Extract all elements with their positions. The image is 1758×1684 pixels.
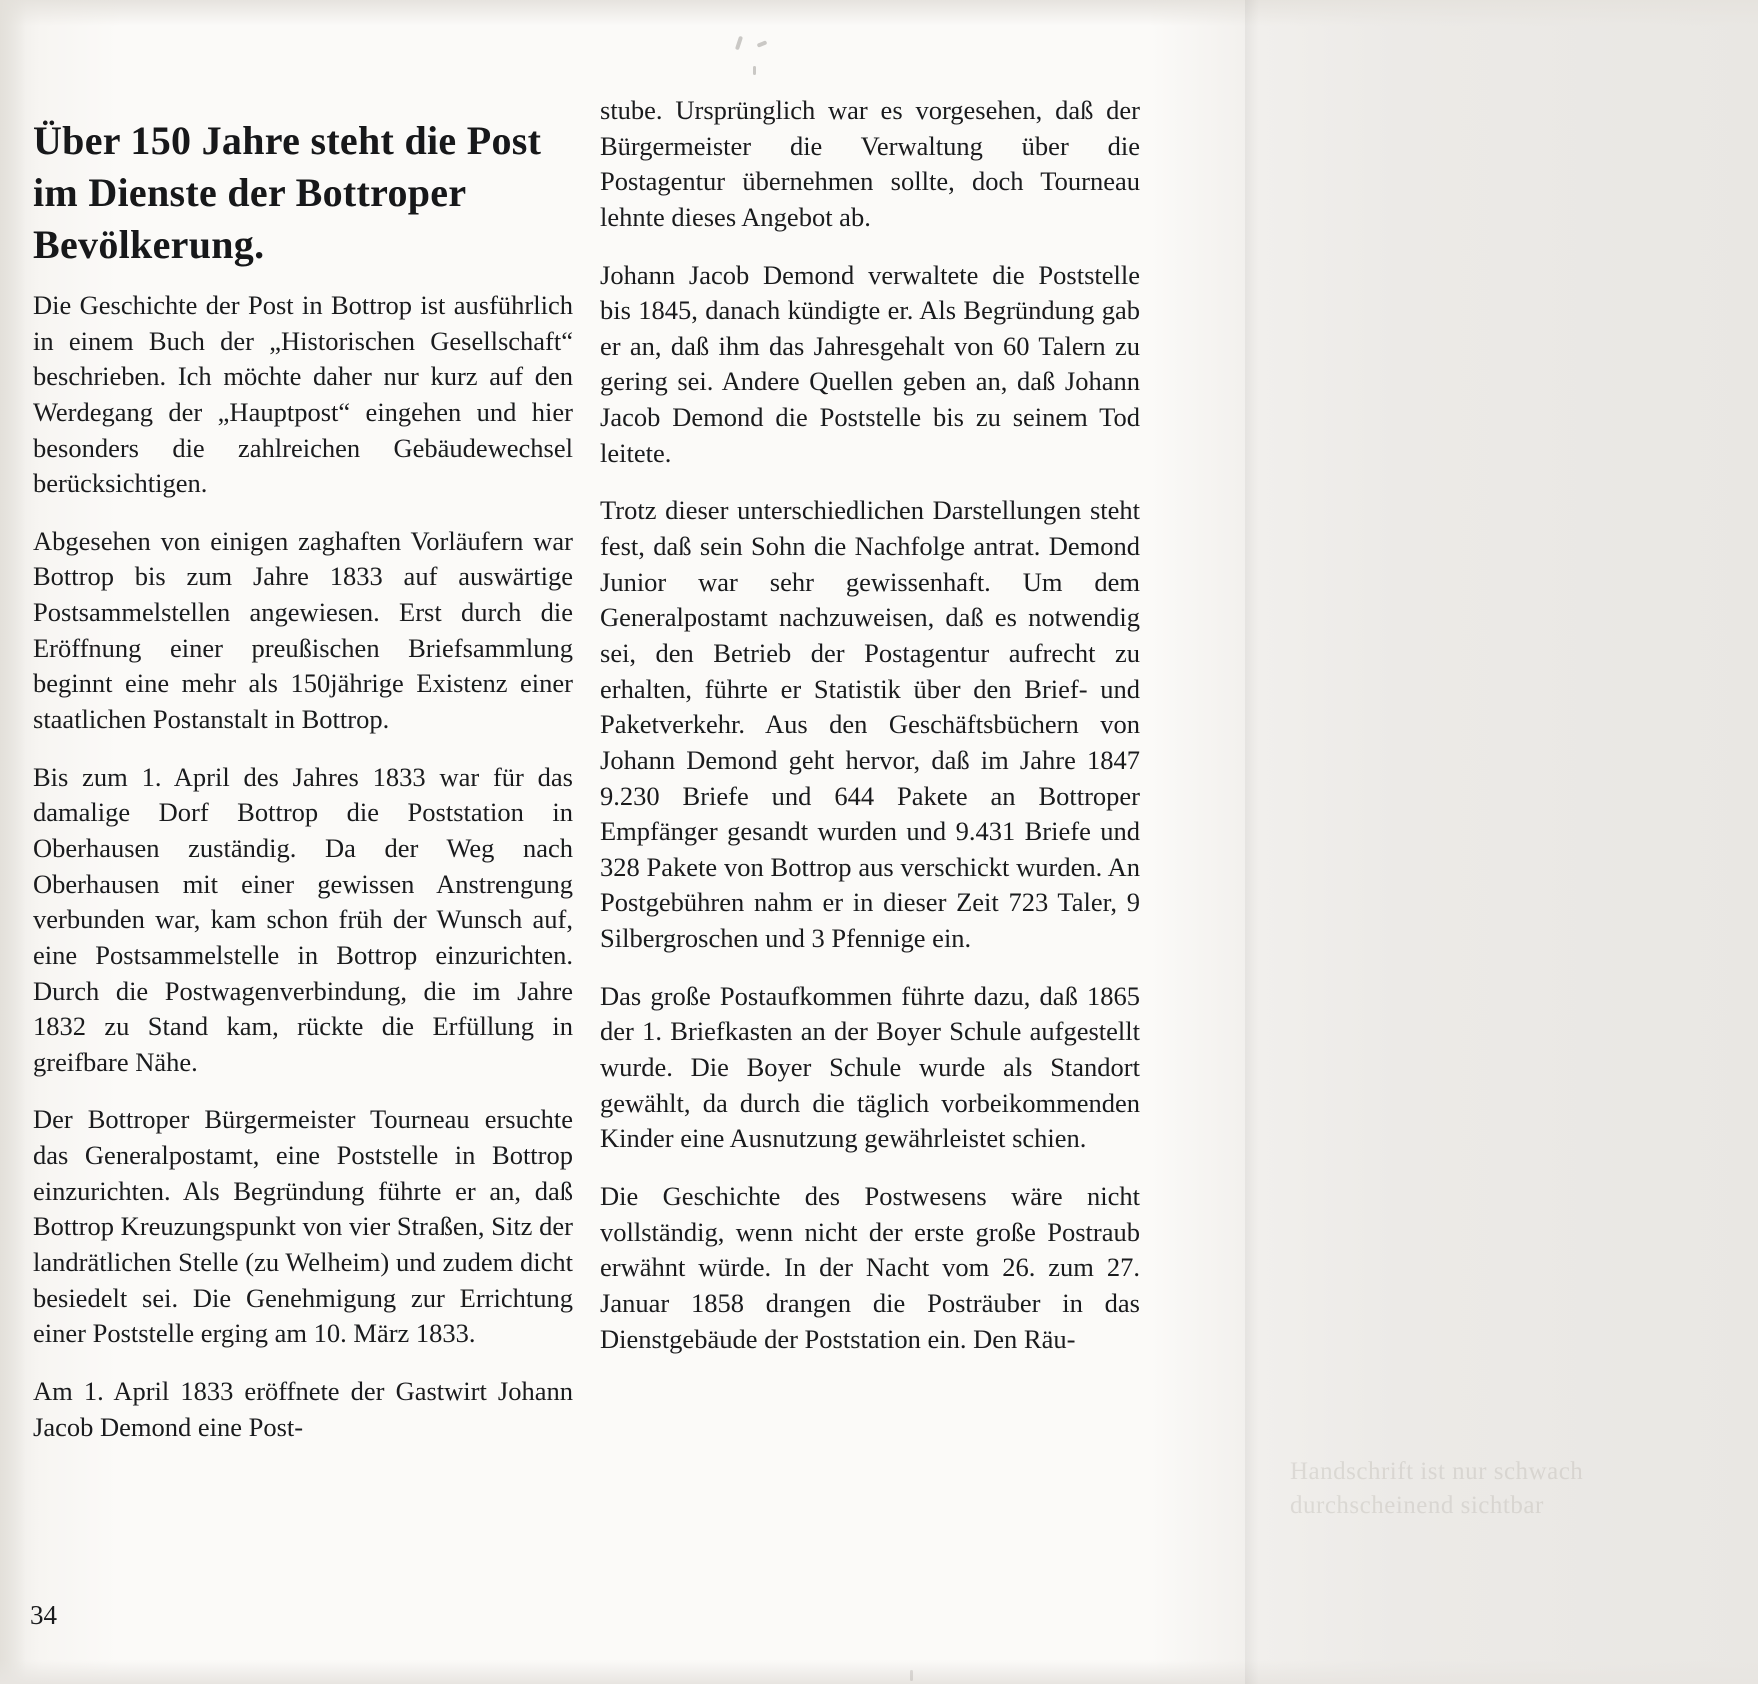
- article-headline: Über 150 Jahre steht die Post im Dienste der Bottroper Bevölkerung.: [33, 117, 542, 267]
- paper-speck: [753, 66, 756, 75]
- show-through-text: Handschrift ist nur schwach durchscheinend sichtbar: [1290, 1458, 1584, 1519]
- paragraph: Der Bottroper Bürgermeister Tourneau ersuchte das Generalpostamt, eine Poststelle in Bottrop einzurichten. Als Begründung führte er an, daß Bottrop Kreuzungspunkt von vier Straßen, Sitz der landrätlichen Stelle (zu Welheim) und zudem dicht besiedelt sei. Die Genehmigung zur Errichtung einer Poststelle erging am 10. März 1833.: [33, 1104, 573, 1349]
- paragraph: Am 1. April 1833 eröffnete der Gastwirt Johann Jacob Demond eine Post-: [33, 1375, 573, 1442]
- page-number: 34: [30, 1600, 57, 1630]
- paragraph: Abgesehen von einigen zaghaften Vorläufern war Bottrop bis zum Jahre 1833 auf auswärtige Postsammelstellen angewiesen. Erst durch die Eröffnung einer preußischen Briefsammlung beginnt eine mehr als 150jährige Existenz einer staatlichen Postanstalt in Bottrop.: [33, 525, 573, 735]
- text-column-right: [600, 93, 1140, 1357]
- paper-speck: [757, 40, 768, 47]
- paragraph: Johann Jacob Demond verwaltete die Poststelle bis 1845, danach kündigte er. Als Begründung gab er an, daß ihm das Jahresgehalt von 60 Talern zu gering sei. Andere Quellen geben an, daß Johann Jacob Demond die Poststelle bis zu seinem Tod leitete.: [600, 259, 1140, 468]
- paragraph: Die Geschichte der Post in Bottrop ist ausführlich in einem Buch der „Historischen Gesellschaft“ beschrieben. Ich möchte daher nur kurz auf den Werdegang der „Hauptpost“ eingehen und hier besonders die zahlreichen Gebäudewechsel berücksichtigen.: [33, 290, 573, 499]
- paper-speck: [910, 1670, 913, 1681]
- paragraph: Die Geschichte des Postwesens wäre nicht vollständig, wenn nicht der erste große Postraub erwähnt würde. In der Nacht vom 26. zum 27. Januar 1858 drangen die Posträuber in das Dienstgebäude der Poststation ein. Den Räu-: [600, 1180, 1140, 1354]
- paragraph: Bis zum 1. April des Jahres 1833 war für das damalige Dorf Bottrop die Poststation in Oberhausen zuständig. Da der Weg nach Oberhausen mit einer gewissen Anstrengung verbunden war, kam schon früh der Wunsch auf, eine Postsammelstelle in Bottrop einzurichten. Durch die Postwagenverbindung, die im Jahre 1832 zu Stand kam, rückte die Erfüllung in greifbare Nähe.: [33, 761, 573, 1077]
- paragraph: stube. Ursprünglich war es vorgesehen, daß der Bürgermeister die Verwaltung über die Postagentur übernehmen sollte, doch Tourneau lehnte dieses Angebot ab.: [600, 95, 1140, 232]
- paragraph: Trotz dieser unterschiedlichen Darstellungen steht fest, daß sein Sohn die Nachfolge antrat. Demond Junior war sehr gewissenhaft. Um dem Generalpostamt nachzuweisen, daß es notwendig sei, den Betrieb der Postagentur aufrecht zu erhalten, führte er Statistik über den Brief- und Paketverkehr. Aus den Geschäftsbüchern von Johann Demond geht hervor, daß im Jahre 1847 9.230 Briefe und 644 Pakete an Bottroper Empfänger gesandt wurden und 9.431 Briefe und 328 Pakete von Bottrop aus verschickt wurden. An Postgebühren nahm er in dieser Zeit 723 Taler, 9 Silbergroschen und 3 Pfennige ein.: [600, 495, 1140, 954]
- paper-speck: [735, 36, 743, 51]
- text-column-left: [33, 288, 573, 1445]
- paragraph: Das große Postaufkommen führte dazu, daß 1865 der 1. Briefkasten an der Boyer Schule aufgestellt wurde. Die Boyer Schule wurde als Standort gewählt, da durch die täglich vorbeikommenden Kinder eine Ausnutzung gewährleistet schien.: [600, 980, 1140, 1154]
